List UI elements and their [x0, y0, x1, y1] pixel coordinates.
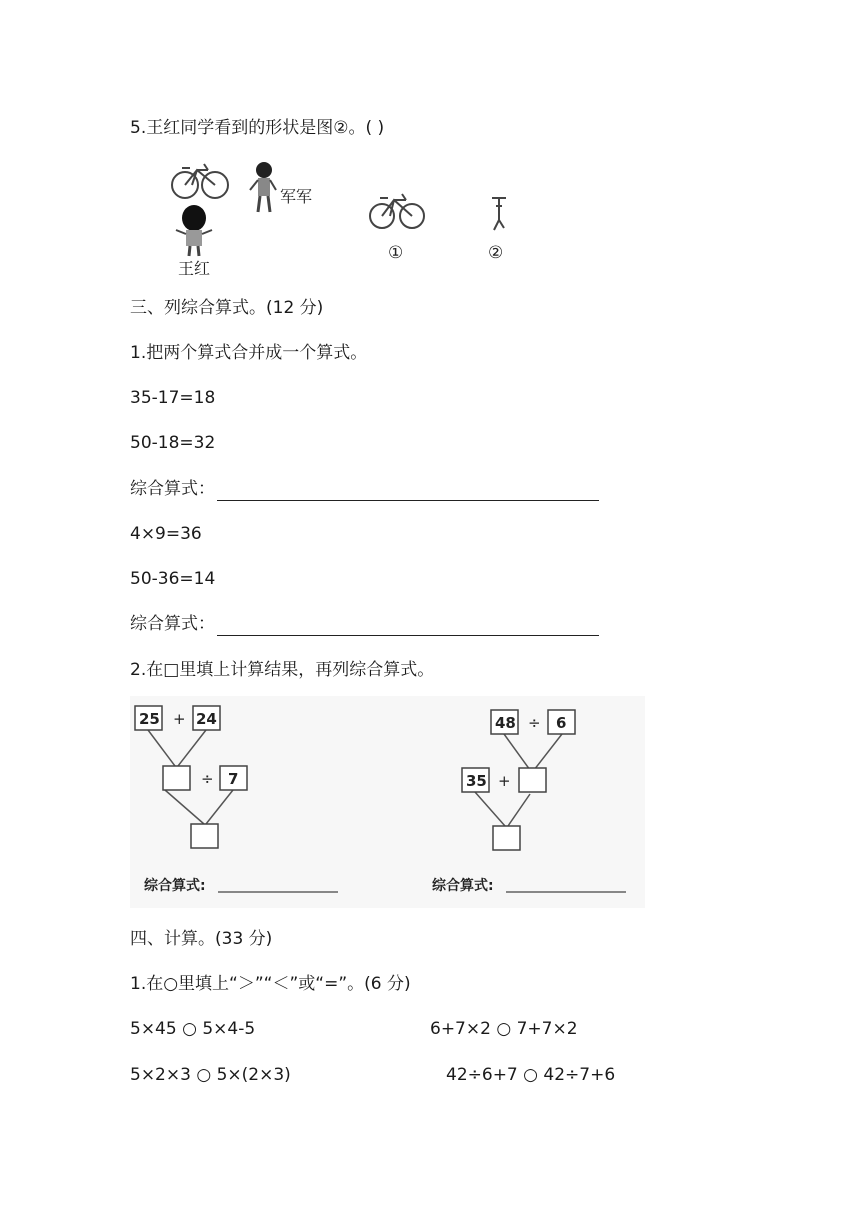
s3-q2-title: 2.在□里填上计算结果，再列综合算式。 — [130, 660, 435, 680]
right-value-a: 48 — [495, 714, 516, 732]
option-2-label: ② — [488, 243, 504, 263]
right-result-box-2[interactable] — [493, 826, 520, 850]
s3-q1-eq3: 4×9=36 — [130, 524, 202, 544]
left-op-2: ÷ — [201, 770, 214, 788]
girl-wanghong-icon — [176, 205, 212, 256]
compare-r1-left[interactable]: 5×45 ○ 5×4-5 — [130, 1019, 256, 1039]
bicycle-side-view-icon — [370, 194, 424, 228]
calc-trees-figure — [130, 696, 645, 908]
option-1-label: ① — [388, 243, 404, 263]
s3-q1-answer-row-1 — [130, 477, 599, 501]
compare-r2-left[interactable]: 5×2×3 ○ 5×(2×3) — [130, 1065, 291, 1085]
right-value-b: 6 — [556, 714, 567, 732]
compare-r2-right[interactable]: 42÷6+7 ○ 42÷7+6 — [446, 1065, 616, 1085]
left-result-box-2[interactable] — [191, 824, 218, 848]
right-op-1: ÷ — [528, 714, 541, 732]
s3-q1-eq2: 50-18=32 — [130, 433, 216, 453]
left-value-b: 24 — [196, 710, 217, 728]
answer-label-2: 综合算式： — [130, 614, 215, 634]
label-wanghong: 王红 — [178, 259, 211, 278]
s3-q1-eq1: 35-17=18 — [130, 388, 216, 408]
label-junjun: 军军 — [280, 187, 313, 206]
bicycle-icon — [172, 164, 228, 198]
left-answer-label: 综合算式: — [144, 878, 206, 894]
boy-junjun-icon — [250, 162, 276, 212]
left-op-1: + — [173, 710, 186, 728]
left-result-box-1[interactable] — [163, 766, 190, 790]
s4-q1-title: 1.在○里填上“＞”“＜”或“=”。(6 分) — [130, 974, 411, 994]
s3-q1-title: 1.把两个算式合并成一个算式。 — [130, 343, 368, 363]
right-op-2: + — [498, 772, 511, 790]
right-answer-label: 综合算式: — [432, 878, 494, 894]
s3-q1-answer-row-2 — [130, 612, 599, 636]
section-4-title: 四、计算。(33 分) — [130, 929, 273, 949]
right-value-c: 35 — [466, 772, 487, 790]
left-value-c: 7 — [228, 770, 239, 788]
s3-q1-eq4: 50-36=14 — [130, 569, 216, 589]
compare-r1-right[interactable]: 6+7×2 ○ 7+7×2 — [430, 1019, 578, 1039]
right-result-box-1[interactable] — [519, 768, 546, 792]
left-value-a: 25 — [139, 710, 160, 728]
section-3-title: 三、列综合算式。(12 分) — [130, 298, 324, 318]
question-5-text: 5.王红同学看到的形状是图②。( ) — [130, 118, 385, 138]
q5-figure — [160, 150, 540, 280]
answer-blank-1[interactable] — [217, 480, 599, 501]
bicycle-front-view-icon — [492, 198, 506, 230]
answer-label-1: 综合算式： — [130, 479, 215, 499]
answer-blank-2[interactable] — [217, 615, 599, 636]
